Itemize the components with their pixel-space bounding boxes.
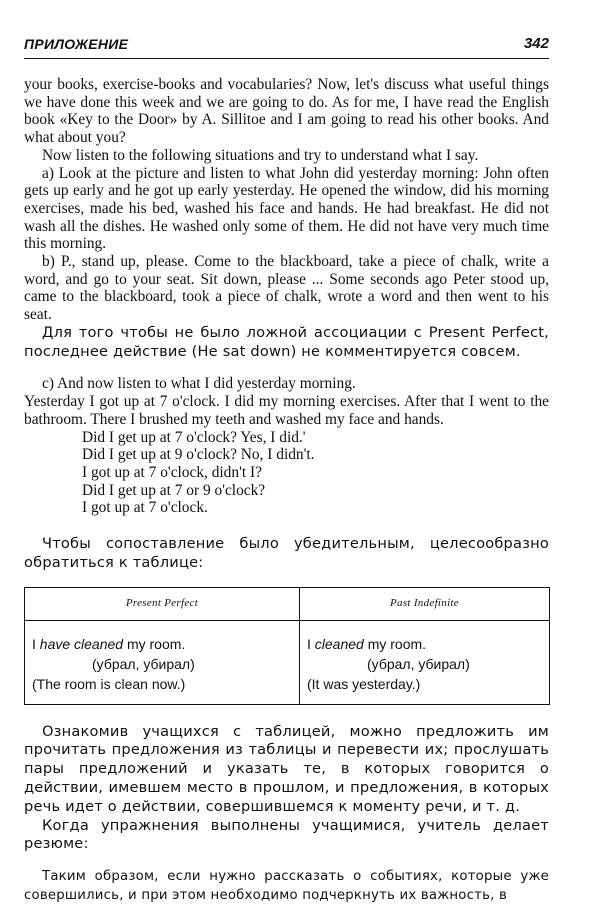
table-cell-past-indefinite [307,634,545,694]
paragraph-situation-c: Yesterday I got up at 7 o'clock. I did my morning exercises. After that I went to the bathroom. There I brushed my teeth and washed my face and hands. [24,393,549,428]
dialogue-line: Did I get up at 9 o'clock? No, I didn't. [82,446,315,464]
paragraph-situation-a: a) Look at the picture and listen to what John did yesterday morning: John often gets up early and he got up early yesterday. He opened the window, did his morning exercises, made his bed, washed his face and hands. He had breakfast. He did not wash all the dishes. He washed only some of them. He did not have very much time this morning. [24,164,549,253]
page-body [24,76,549,905]
methodical-note-1: Для того чтобы не было ложной ассоциации с Present Perfect, последнее действие (He sat down) не комментируется совсем. [24,323,549,360]
page-header [24,32,549,59]
paragraph-exercises: Ознакомив учащихся с таблицей, можно предложить им прочитать предложения из таблицы и перевести их; прослушать пары предложений и указать те, в которых говорится о действии, имевшем место в прошлом, и предложения, в которых речь идет о действии, совершившемся к моменту речи, и т. д. [24,722,549,815]
example-comment: (The room is clean now.) [32,675,186,692]
verb-form: have cleaned [39,635,124,652]
paragraph-listen: Now listen to the following situations and try to understand what I say. [42,146,479,164]
dialogue-line: Did I get up at 7 or 9 o'clock? [82,481,266,499]
paragraph-summary: Таким образом, если нужно рассказать о событиях, которые уже совершились, и при этом необходимо подчеркнуть их важность, в [24,869,549,903]
running-head: ПРИЛОЖЕНИЕ [24,36,129,52]
table-header-past-indefinite: Past Indefinite [390,596,459,609]
paragraph-intro: your books, exercise-books and vocabularies? Now, let's discuss what useful things we have done this week and we are going to do. As for me, I have read the English book «Key to the Door» by A. Sillitoe and I am going to read his other books. And what about you? [24,76,549,147]
example-sentence: I have cleaned my room. [32,635,186,652]
comparison-table [24,587,550,705]
example-sentence: I cleaned my room. [307,635,427,652]
dialogue-line: I got up at 7 o'clock. [82,499,208,517]
dialogue-line: I got up at 7 o'clock, didn't I? [82,463,262,481]
table-cell-present-perfect [32,634,294,694]
table-header-present-perfect: Present Perfect [125,596,199,609]
dialogue-lines [24,429,549,518]
verb-form: cleaned [314,635,364,652]
paragraph-summary-intro: Когда упражнения выполнены учащимися, учитель делает резюме: [24,816,549,853]
example-translation: (убрал, убирал) [92,655,195,672]
paragraph-situation-b: b) P., stand up, please. Come to the blackboard, take a piece of chalk, write a word, and go to your seat. Sit down, please ... Some seconds ago Peter stood up, came to the blackboard, took a piece of chalk, wrote a word and then went to his seat. [24,253,549,324]
dialogue-line: Did I get up at 7 o'clock? Yes, I did.' [82,428,306,446]
example-translation: (убрал, убирал) [367,655,470,672]
page-number: 342 [523,35,549,52]
methodical-note-2: Чтобы сопоставление было убедительным, целесообразно обратиться к таблице: [24,535,549,571]
paragraph-situation-c-intro: c) And now listen to what I did yesterday morning. [42,375,356,393]
example-comment: (It was yesterday.) [307,675,421,692]
